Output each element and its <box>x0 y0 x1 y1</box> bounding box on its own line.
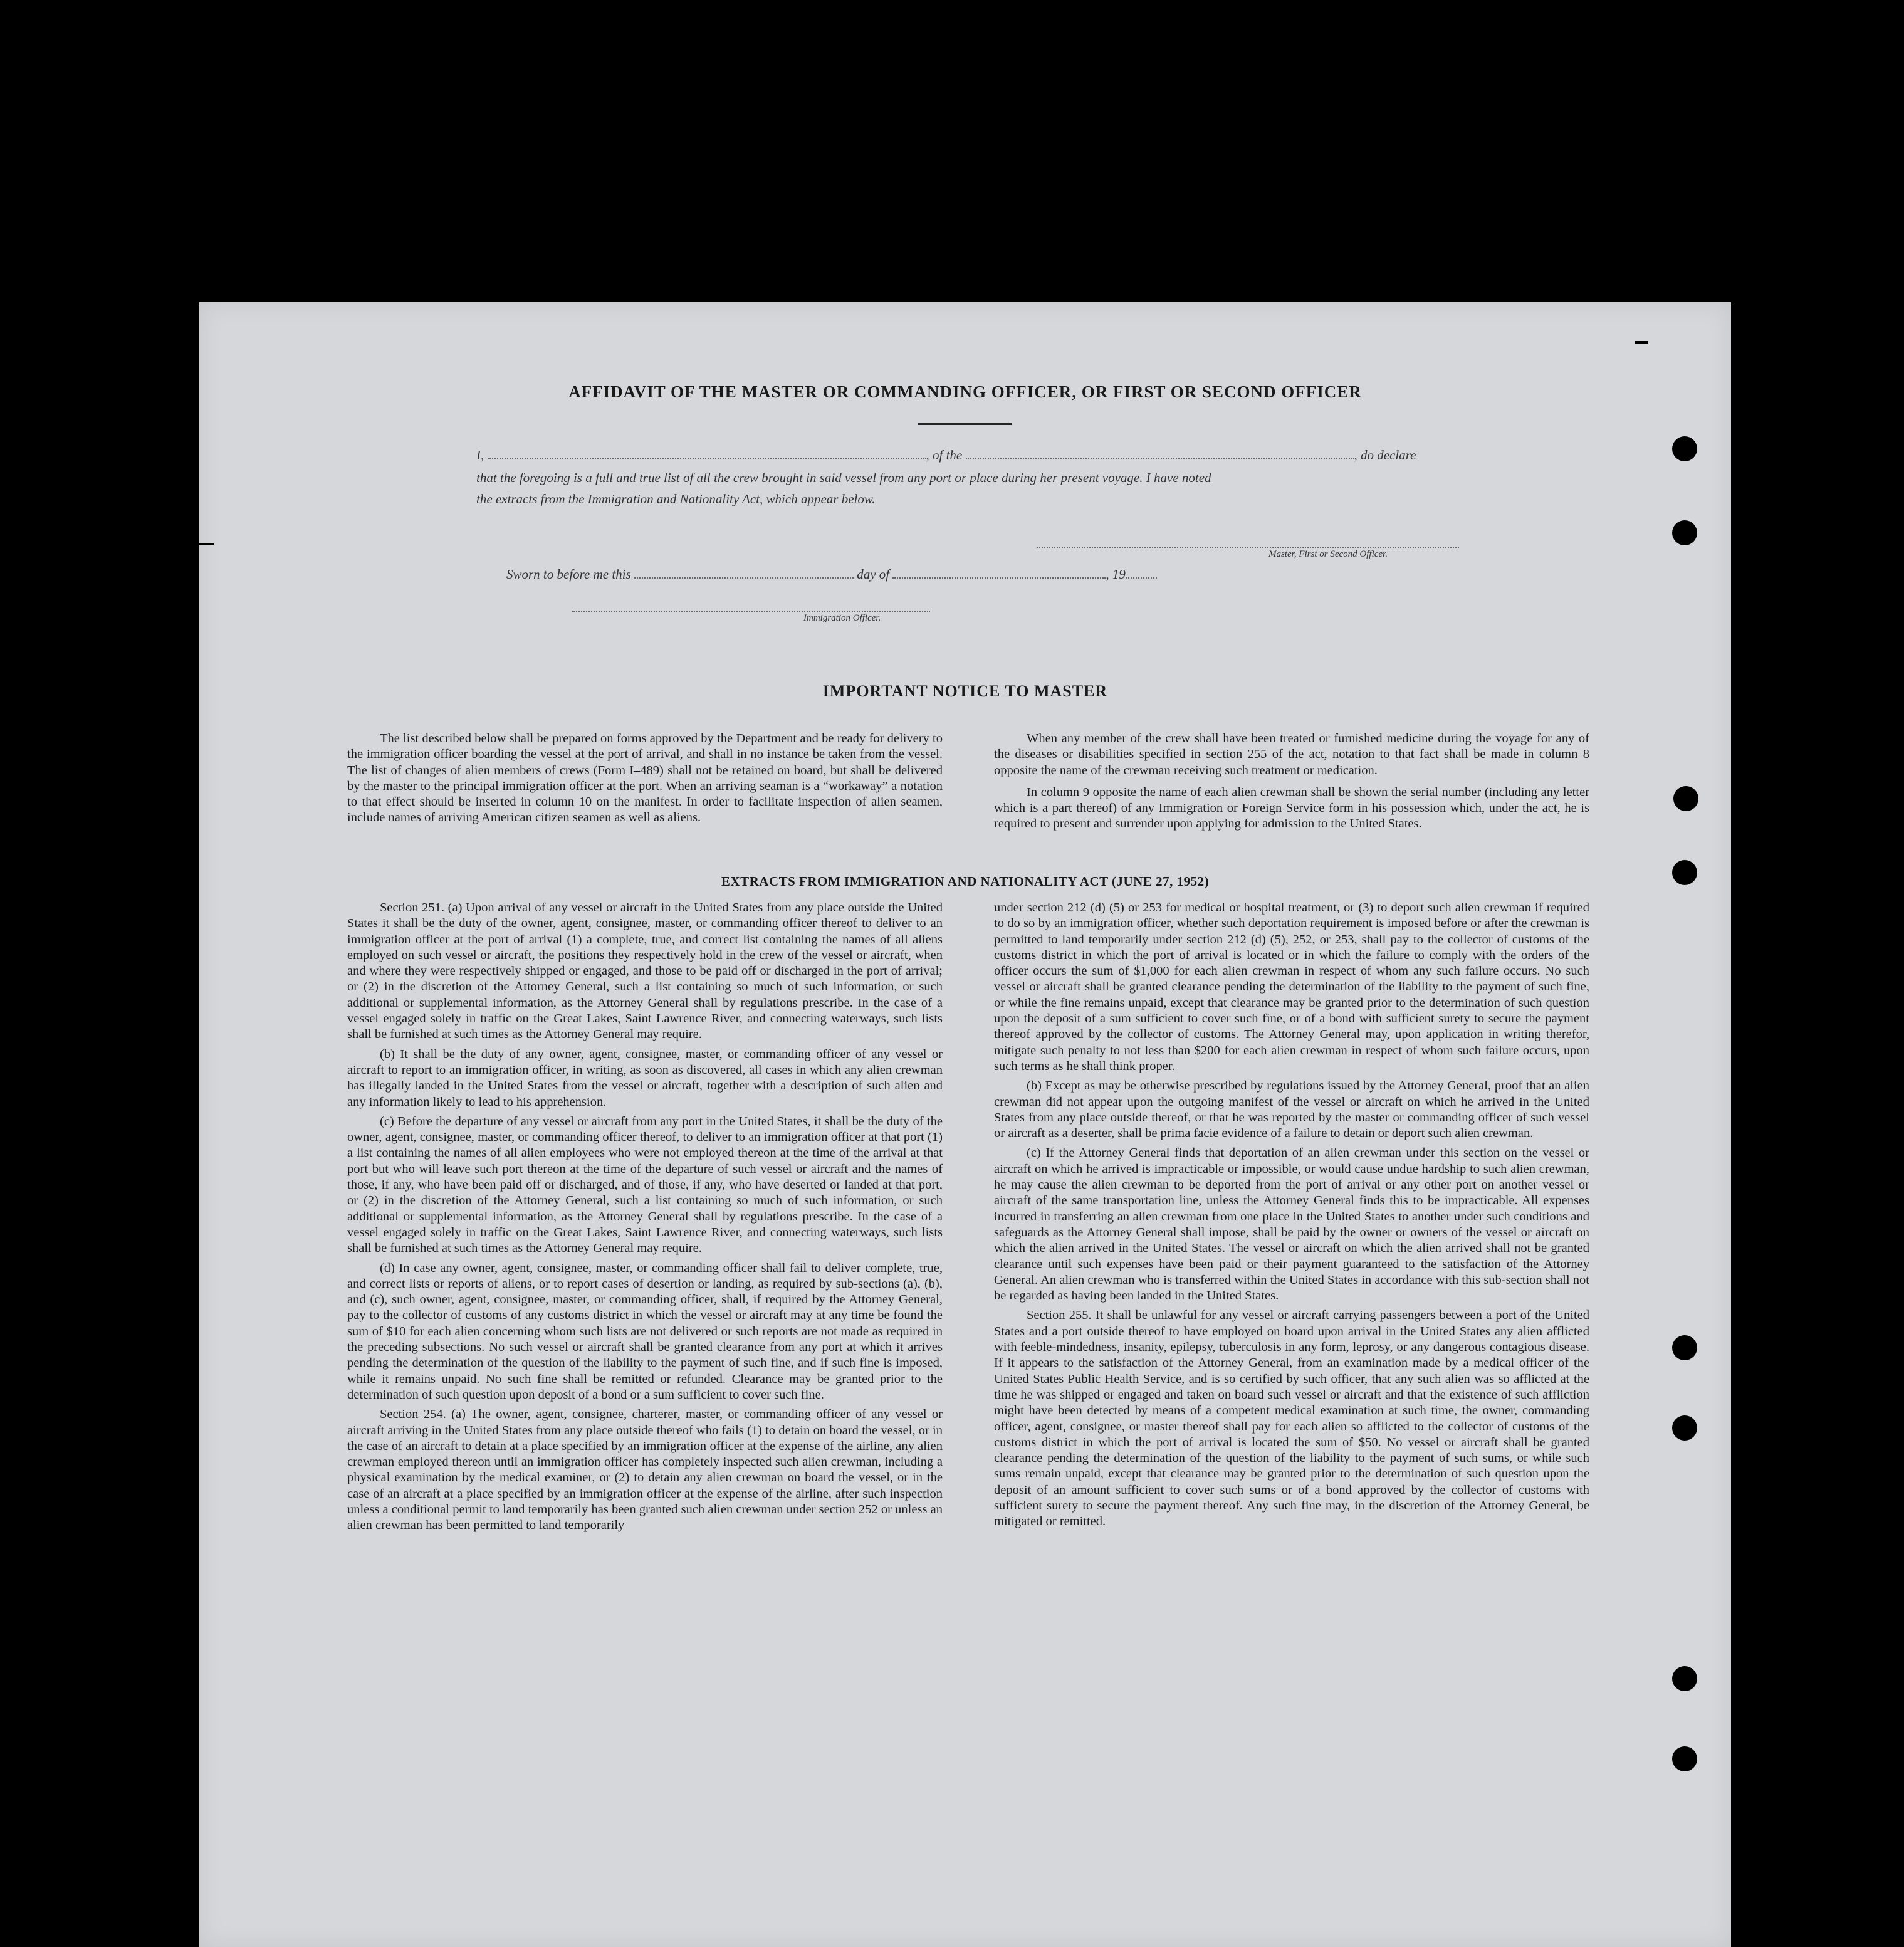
notice-right-paragraph-2: In column 9 opposite the name of each alien crewman shall be shown the serial number (including any letter which is a part thereof) of any Immigration or Foreign Service form in his possession which, under the act, he is required to present and surrender upon applying for admission to the United States. <box>994 785 1589 831</box>
punch-hole <box>1672 520 1697 545</box>
sworn-year-field[interactable] <box>1126 569 1157 579</box>
punch-hole <box>1672 1746 1697 1771</box>
affidavit-declaration-line <box>476 448 1416 463</box>
paper-speck <box>196 543 214 545</box>
affidavit-line-3: the extracts from the Immigration and Nationality Act, which appear below. <box>476 491 876 506</box>
vessel-field[interactable] <box>966 449 1354 459</box>
extracts-right-column <box>994 900 1589 1534</box>
extract-section-251a: Section 251. (a) Upon arrival of any vessel or aircraft in the United States from any place outside the United States it shall be the duty of the owner, agent, consignee, master, or commanding officer thereof to deliver to an immigration officer at the port of arrival (1) a complete, true, and correct list containing the names of all aliens employed on such vessel or aircraft, the positions they respectively hold in the crew of the vessel or aircraft, when and where they were respectively shipped or engaged, and those to be paid off or discharged in the port of arrival; or (2) in the discretion of the Attorney General, such a list containing so much of such information, or such additional or supplemental information, as the Attorney General shall by regulations prescribe. In the case of a vessel engaged solely in traffic on the Great Lakes, Saint Lawrence River, and connecting waterways, such lists shall be furnished at such times as the Attorney General may require. <box>347 901 943 1042</box>
document-page <box>199 302 1731 1947</box>
notice-right-column <box>994 731 1589 836</box>
affidavit-i-label: I, <box>476 448 484 463</box>
extract-section-254c: (c) If the Attorney General finds that deportation of an alien crewman under this section on the vessel or aircraft on which he arrived is impracticable or impossible, or would cause undue hardship to such alien crewman, he may cause the alien crewman to be deported from the port of arrival or any other port on another vessel or aircraft of the same transportation line, unless the Attorney General finds this to be impracticable. All expenses incurred in transferring an alien crewman from one place in the United States to another under such conditions and safeguards as the Attorney General shall impose, shall be paid by the owner or owners of the vessel or aircraft on which the alien arrived in the United States. The vessel or aircraft on which the alien arrived shall not be granted clearance until such expenses have been paid or their payment guaranteed to the satisfaction of the Attorney General. An alien crewman who is transferred within the United States in accordance with this sub-section shall not be regarded as having been landed in the United States. <box>994 1146 1589 1303</box>
title-rule <box>918 423 1012 425</box>
master-signature-caption: Master, First or Second Officer. <box>1268 549 1388 559</box>
immigration-officer-signature-line[interactable] <box>572 611 930 612</box>
punch-hole <box>1673 786 1698 811</box>
punch-hole <box>1672 1415 1697 1441</box>
extract-section-251c: (c) Before the departure of any vessel or aircraft from any port in the United States, it shall be the duty of the owner, agent, consignee, master, or commanding officer thereof, to deliver to an immigration officer at that port (1) a list containing the names of all alien employees who were not employed thereon at the time of the arrival at that port but who will leave such port thereon at the time of the departure of such vessel or aircraft and the names of those, if any, who have been paid off or discharged, and of those, if any, who have deserted or landed at that port, or (2) in the discretion of the Attorney General, such a list containing so much of such information, or such additional or supplemental information, as the Attorney General shall by regulations prescribe. In the case of a vessel engaged solely in traffic on the Great Lakes, Saint Lawrence River, and connecting waterways, such lists shall be furnished at such times as the Attorney General may require. <box>347 1114 943 1256</box>
extract-section-251b: (b) It shall be the duty of any owner, agent, consignee, master, or commanding officer of any vessel or aircraft to report to an immigration officer, in writing, as soon as discovered, all cases in which any alien crewman has illegally landed in the United States from the vessel or aircraft, together with a description of such alien and any information likely to lead to his apprehension. <box>347 1047 943 1109</box>
notice-title: IMPORTANT NOTICE TO MASTER <box>822 682 1108 700</box>
master-signature-line[interactable] <box>1037 547 1459 548</box>
affidavit-of-the-label: , of the <box>926 448 963 463</box>
extract-section-254a: Section 254. (a) The owner, agent, consignee, charterer, master, or commanding officer of any vessel or aircraft arriving in the United States from any place outside thereof who fails (1) to detain on board the vessel, or in the case of an aircraft to detain at a place specified by an immigration officer at the expense of the airline, any alien crewman employed thereon until an immigration officer has completely inspected such alien crewman, including a physical examination by the medical examiner, or (2) to detain any alien crewman on board the vessel, or in the case of an aircraft at a place specified by an immigration officer at the expense of the airline, after such inspection unless a conditional permit to land temporarily has been granted such alien crewman under section 252 or unless an alien crewman has been permitted to land temporarily <box>347 1407 943 1533</box>
day-of-label: day of <box>857 567 890 582</box>
immigration-officer-caption: Immigration Officer. <box>803 613 881 623</box>
name-field[interactable] <box>488 449 926 459</box>
extract-section-255: Section 255. It shall be unlawful for any vessel or aircraft carrying passengers between a port of the United States and a port outside thereof to have employed on board upon arrival in the United States any alien afflicted with feeble-mindedness, insanity, epilepsy, tuberculosis in any form, leprosy, or any dangerous contagious disease. If it appears to the satisfaction of the Attorney General, from an examination made by a medical officer of the United States Public Health Service, and is so certified by such officer, that any such alien was so afflicted at the time he was shipped or engaged and taken on board such vessel or aircraft and that the existence of such affliction might have been detected by means of a competent medical examination at such time, the owner, commanding officer, agent, consignee, or master thereof shall pay for each alien so afflicted to the collector of customs of the customs district in which the port of arrival is located the sum of $50. No vessel or aircraft shall be granted clearance pending the determination of the question of the liability to the payment of such sums, or while such sums remain unpaid, except that clearance may be granted prior to the determination of such question upon the deposit of an amount sufficient to cover such sums or of a bond approved by the collector of customs with sufficient surety to secure the payment thereof. Any such fine may, in the discretion of the Attorney General, be mitigated or remitted. <box>994 1308 1589 1529</box>
extract-section-251d: (d) In case any owner, agent, consignee, master, or commanding officer shall fail to deliver complete, true, and correct lists or reports of aliens, or to report cases of desertion or landing, as required by sub-sections (a), (b), and (c), such owner, agent, consignee, master, or commanding officer, shall, if required by the Attorney General, pay to the collector of customs of any customs district in which the vessel or aircraft may at any time be found the sum of $10 for each alien concerning whom such lists are not delivered or such reports are not made as required in the preceding subsections. No such vessel or aircraft shall be granted clearance from any port at which it arrives pending the determination of the question of the liability to the payment of such fine, and if such fine is imposed, while it remains unpaid. No such fine shall be remitted or refunded. Clearance may be granted prior to the determination of such question upon deposit of a bond or a sum sufficient to cover such fine. <box>347 1261 943 1402</box>
sworn-line <box>506 567 1157 582</box>
punch-hole <box>1672 436 1697 461</box>
affidavit-line-2: that the foregoing is a full and true list of all the crew brought in said vessel from any port or place during her present voyage. I have noted <box>476 470 1211 485</box>
notice-left-column <box>347 731 943 830</box>
extracts-title: EXTRACTS FROM IMMIGRATION AND NATIONALITY ACT (JUNE 27, 1952) <box>721 874 1210 889</box>
notice-left-paragraph: The list described below shall be prepared on forms approved by the Department and be ready for delivery to the immigration officer boarding the vessel at the port of arrival, and shall in no instance be taken from the vessel. The list of changes of alien members of crews (Form I–489) shall not be retained on board, but shall be delivered by the master to the principal immigration officer at the port. When an arriving seaman is a “workaway” a notation to that effect should be inserted in column 10 on the manifest. In order to facilitate inspection of alien seamen, include names of arriving American citizen seamen as well as aliens. <box>347 732 943 825</box>
sworn-month-field[interactable] <box>892 569 1106 579</box>
extract-section-254a-cont: under section 212 (d) (5) or 253 for medical or hospital treatment, or (3) to deport such alien crewman if required to do so by an immigration officer, whether such deportation requirement is imposed before or after the crewman is permitted to land temporarily under section 212 (d) (5), 252, or 253, shall pay to the collector of customs of the customs district in which the port of arrival is located or in which the failure to comply with the orders of the officer occurs the sum of $1,000 for each alien crewman in respect of whom any such failure occurs. No such vessel or aircraft shall be granted clearance pending the determination of the liability to the payment of such fine, or while the fine remains unpaid, except that clearance may be granted prior to the determination of such question upon the deposit of a sum sufficient to cover such fine, or of a bond with sufficient surety to secure the payment thereof approved by the collector of customs. The Attorney General may, upon application in writing therefor, mitigate such penalty to not less than $200 for each alien crewman in respect of whom such failure occurs, upon such terms as he shall think proper. <box>994 901 1589 1073</box>
affidavit-title: AFFIDAVIT OF THE MASTER OR COMMANDING OFFICER, OR FIRST OR SECOND OFFICER <box>568 382 1362 401</box>
paper-speck <box>1635 341 1648 344</box>
punch-hole <box>1672 1335 1697 1360</box>
sworn-day-field[interactable] <box>634 569 854 579</box>
year-label: , 19 <box>1106 567 1126 582</box>
extracts-left-column <box>347 900 943 1538</box>
punch-hole <box>1672 1666 1697 1691</box>
extract-section-254b: (b) Except as may be otherwise prescribed by regulations issued by the Attorney General, proof that an alien crewman did not appear upon the outgoing manifest of the vessel or aircraft on which he arrived in the United States from any place outside thereof, or that he was reported by the master or commanding officer of such vessel or aircraft as a deserter, shall be prima facie evidence of a failure to detain or deport such alien crewman. <box>994 1079 1589 1141</box>
affidavit-do-declare-label: , do declare <box>1354 448 1416 463</box>
notice-right-paragraph-1: When any member of the crew shall have been treated or furnished medicine during the voyage for any of the diseases or disabilities specified in section 255 of the act, notation to that fact shall be made in column 8 opposite the name of the crewman receiving such treatment or medication. <box>994 732 1589 777</box>
sworn-label: Sworn to before me this <box>506 567 631 582</box>
